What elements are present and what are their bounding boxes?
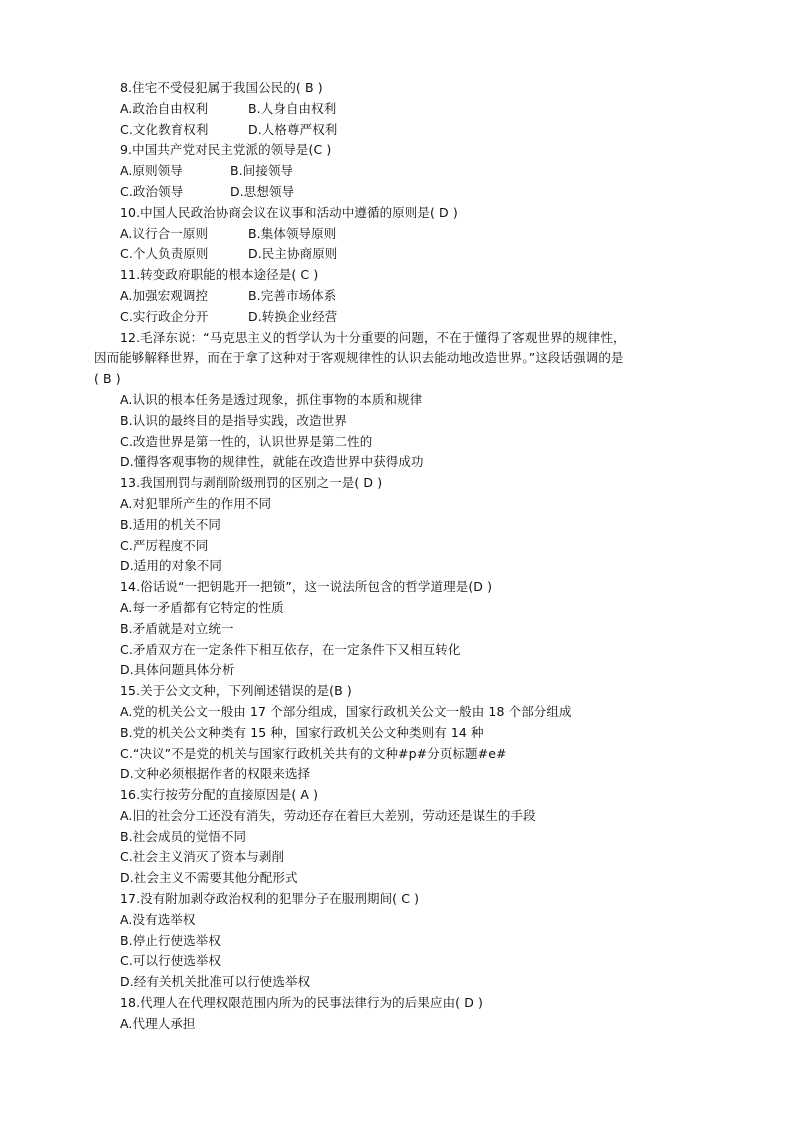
question-10-stem: 10.中国人民政治协商会议在议事和活动中遵循的原则是( D ) <box>120 204 458 220</box>
option-b: B.认识的最终目的是指导实践，改造世界 <box>120 412 347 428</box>
option-b: B.社会成员的觉悟不同 <box>120 828 247 844</box>
option-b: B.集体领导原则 <box>248 225 337 241</box>
option-b: B.党的机关公文种类有 15 种，国家行政机关公文种类则有 14 种 <box>120 724 484 740</box>
question-14-stem: 14.俗话说“一把钥匙开一把锁”，这一说法所包含的哲学道理是(D ) <box>120 579 493 595</box>
option-a: A.认识的根本任务是透过现象，抓住事物的本质和规律 <box>120 391 423 407</box>
option-a: A.对犯罪所产生的作用不同 <box>120 495 272 511</box>
option-a: A.每一矛盾都有它特定的性质 <box>120 599 284 615</box>
question-11-options-row-2 <box>0 307 794 328</box>
option-b: B.人身自由权利 <box>248 100 337 116</box>
question-10-options-row-1 <box>0 224 794 245</box>
option-a: A.代理人承担 <box>120 1015 196 1031</box>
question-9-stem: 9.中国共产党对民主党派的领导是(C ) <box>120 142 332 158</box>
option-d: D.思想领导 <box>230 183 295 199</box>
question-9-options-row-1 <box>0 161 794 182</box>
option-d: D.具体问题具体分析 <box>120 662 235 678</box>
option-d: D.懂得客观事物的规律性，就能在改造世界中获得成功 <box>120 454 424 470</box>
option-c: C.改造世界是第一性的，认识世界是第二性的 <box>120 433 373 449</box>
question-9-options-row-2 <box>0 182 794 203</box>
option-c: C.可以行使选举权 <box>120 953 222 969</box>
option-b: B.停止行使选举权 <box>120 932 221 948</box>
option-b: B.完善市场体系 <box>248 287 337 303</box>
option-d: D.社会主义不需要其他分配形式 <box>120 870 298 886</box>
question-8-options-row-2 <box>0 120 794 141</box>
option-c: C.政治领导 <box>120 183 184 199</box>
option-b: B.矛盾就是对立统一 <box>120 620 234 636</box>
option-d: D.人格尊严权利 <box>248 121 338 137</box>
option-a: A.党的机关公文一般由 17 个部分组成，国家行政机关公文一般由 18 个部分组成 <box>120 703 572 719</box>
option-c: C.“决议”不是党的机关与国家行政机关共有的文种#p#分页标题#e# <box>120 745 507 761</box>
question-12-stem-line-2: 因而能够解释世界，而在于拿了这种对于客观规律性的认识去能动地改造世界。”这段话强调的是 <box>94 350 624 366</box>
option-c: C.个人负责原则 <box>120 246 209 262</box>
question-13-stem: 13.我国刑罚与剥削阶级刑罚的区别之一是( D ) <box>120 475 383 491</box>
question-17-stem: 17.没有附加剥夺政治权利的犯罪分子在服刑期间( C ) <box>120 891 420 907</box>
option-c: C.文化教育权利 <box>120 121 209 137</box>
option-d: D.文种必须根据作者的权限来选择 <box>120 766 311 782</box>
question-8-stem: 8.住宅不受侵犯属于我国公民的( B ) <box>120 80 323 95</box>
option-a: A.原则领导 <box>120 163 183 179</box>
option-d: D.民主协商原则 <box>248 246 338 262</box>
option-d: D.适用的对象不同 <box>120 558 222 574</box>
option-a: A.议行合一原则 <box>120 225 209 241</box>
option-c: C.社会主义消灭了资本与剥削 <box>120 849 285 865</box>
option-a: A.没有选举权 <box>120 911 196 927</box>
option-b: B.间接领导 <box>230 163 294 179</box>
option-c: C.实行政企分开 <box>120 308 209 324</box>
question-16-stem: 16.实行按劳分配的直接原因是( A ) <box>120 787 319 803</box>
option-a: A.政治自由权利 <box>120 100 209 116</box>
option-c: C.严厉程度不同 <box>120 537 209 553</box>
question-18-stem: 18.代理人在代理权限范围内所为的民事法律行为的后果应由( D ) <box>120 995 484 1011</box>
question-15-stem: 15.关于公文文种，下列阐述错误的是(B ) <box>120 683 352 699</box>
option-a: A.加强宏观调控 <box>120 287 209 303</box>
question-12-stem-line-3: ( B ) <box>94 371 121 387</box>
question-8-options-row-1 <box>0 99 794 120</box>
question-12-stem-line-1: 12.毛泽东说：“马克思主义的哲学认为十分重要的问题，不在于懂得了客观世界的规律性， <box>120 329 626 345</box>
question-11-options-row-1 <box>0 286 794 307</box>
option-a: A.旧的社会分工还没有消失，劳动还存在着巨大差别，劳动还是谋生的手段 <box>120 807 536 823</box>
option-b: B.适用的机关不同 <box>120 516 221 532</box>
option-c: C.矛盾双方在一定条件下相互依存，在一定条件下又相互转化 <box>120 641 461 657</box>
question-11-stem: 11.转变政府职能的根本途径是( C ) <box>120 267 319 283</box>
question-list <box>0 78 794 1035</box>
question-10-options-row-2 <box>0 244 794 265</box>
option-d: D.转换企业经营 <box>248 308 338 324</box>
option-d: D.经有关机关批准可以行使选举权 <box>120 974 311 990</box>
